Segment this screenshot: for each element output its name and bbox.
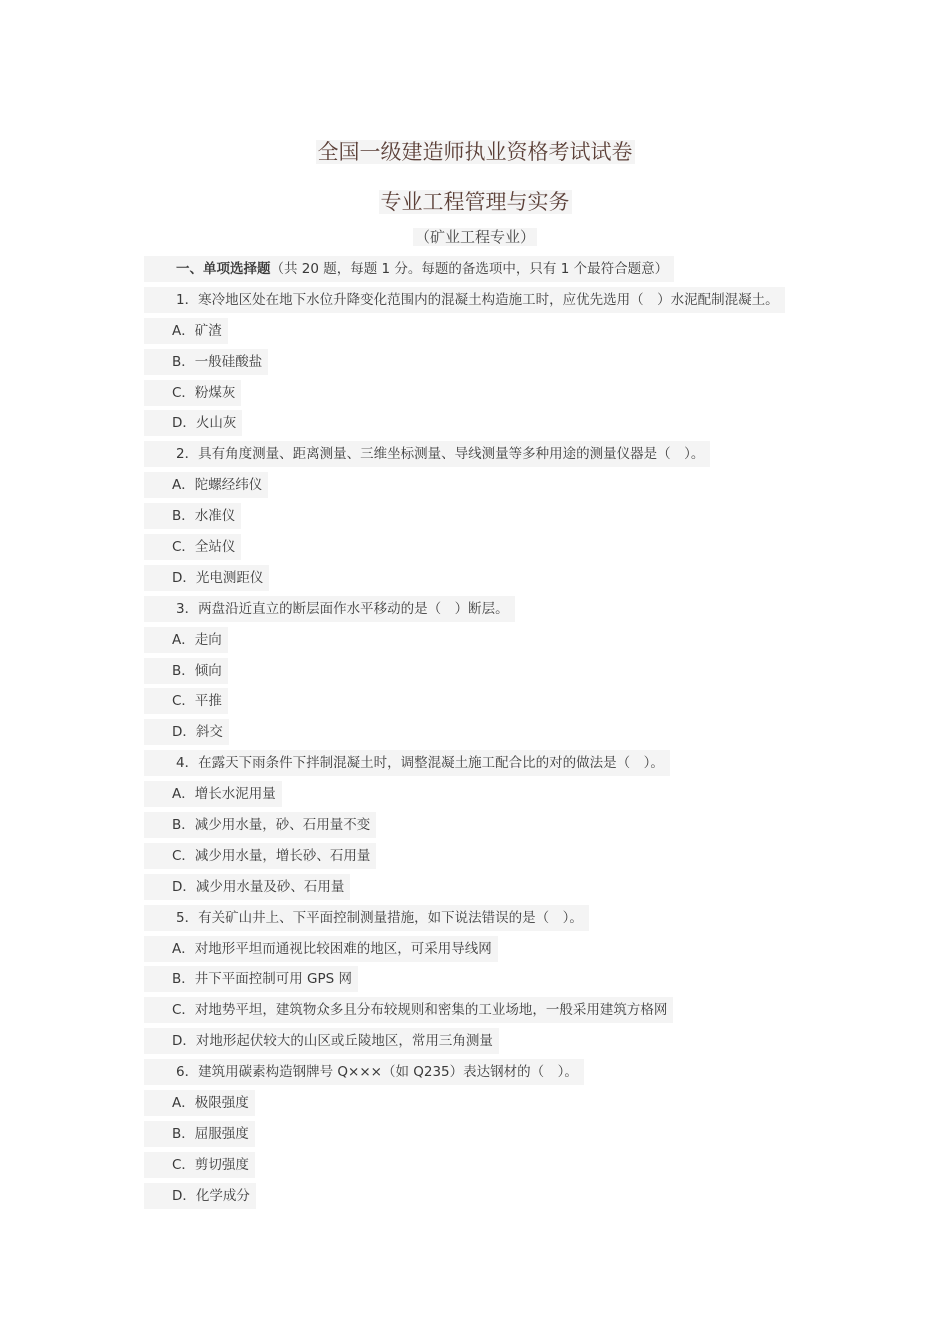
answer-option: C．对地势平坦，建筑物众多且分布较规则和密集的工业场地，一般采用建筑方格网 [144,997,824,1028]
section-heading-bold: 一、单项选择题 [176,261,271,277]
question-list [144,256,824,1214]
answer-option: A．极限强度 [144,1090,824,1121]
answer-option: D．对地形起伏较大的山区或丘陵地区，常用三角测量 [144,1028,824,1059]
answer-option: B．井下平面控制可用 GPS 网 [144,966,824,997]
answer-option: D．减少用水量及砂、石用量 [144,874,824,905]
answer-option: B．减少用水量，砂、石用量不变 [144,812,824,843]
document-title: 全国一级建造师执业资格考试试卷 [317,140,633,164]
answer-option: B．倾向 [144,658,824,689]
document-subject: 专业工程管理与实务 [380,190,570,214]
answer-option: A．走向 [144,627,824,658]
answer-option: C．粉煤灰 [144,380,824,411]
answer-option: B．水准仪 [144,503,824,534]
answer-option: D．光电测距仪 [144,565,824,596]
question-stem: 5．有关矿山井上、下平面控制测量措施，如下说法错误的是（ ）。 [144,905,824,936]
answer-option: A．矿渣 [144,318,824,349]
answer-option: C．平推 [144,688,824,719]
document-specialty: （矿业工程专业） [414,228,535,246]
section-heading-note: （共 20 题，每题 1 分。每题的备选项中，只有 1 个最符合题意） [270,261,669,277]
answer-option: C．全站仪 [144,534,824,565]
question-stem: 4．在露天下雨条件下拌制混凝土时，调整混凝土施工配合比的对的做法是（ ）。 [144,750,824,781]
answer-option: A．增长水泥用量 [144,781,824,812]
answer-option: C．减少用水量，增长砂、石用量 [144,843,824,874]
answer-option: D．斜交 [144,719,824,750]
question-stem: 2．具有角度测量、距离测量、三维坐标测量、导线测量等多种用途的测量仪器是（ ）。 [144,441,824,472]
answer-option: D．化学成分 [144,1183,824,1214]
answer-option: B．一般硅酸盐 [144,349,824,380]
question-stem: 6．建筑用碳素构造钢牌号 Q×××（如 Q235）表达钢材的（ ）。 [144,1059,824,1090]
question-stem: 3．两盘沿近直立的断层面作水平移动的是（ ）断层。 [144,596,824,627]
answer-option: B．屈服强度 [144,1121,824,1152]
answer-option: C．剪切强度 [144,1152,824,1183]
answer-option: D．火山灰 [144,410,824,441]
answer-option: A．对地形平坦而通视比较困难的地区，可采用导线网 [144,936,824,967]
answer-option: A．陀螺经纬仪 [144,472,824,503]
question-stem: 1．寒冷地区处在地下水位升降变化范围内的混凝土构造施工时，应优先选用（ ）水泥配制混凝土。 [144,287,824,318]
section-heading [144,256,824,287]
